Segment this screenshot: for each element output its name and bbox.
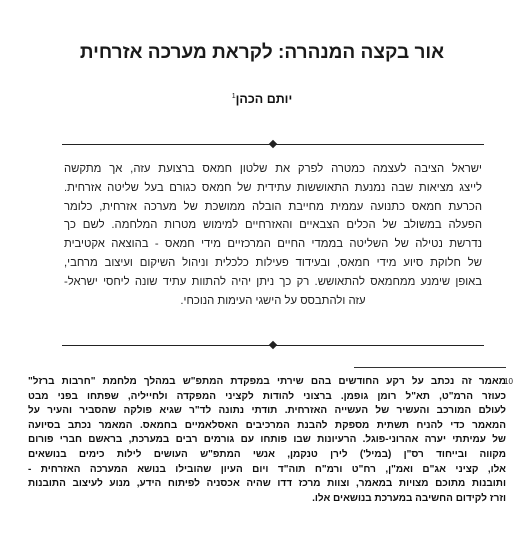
- article-title: אור בקצה המנהרה: לקראת מערכה אזרחית: [79, 42, 445, 63]
- footnote-line: של עמיתתי יערה אהרוני-פוגל. הרעיונות שבו פותחו עם גורמים רבים במערכת, בראשם חברי פורום: [28, 434, 506, 446]
- footnote: [28, 375, 506, 506]
- footnote-separator: [354, 367, 506, 368]
- footnote-line: אלו, קציני אג"ם ואמ"ן, רח"ט ורמ"ח תוה"ד ויום העיון שהובילו בנושא המערכה האזרחית -: [28, 463, 506, 475]
- footnote-line: לעולם המורכב והעשיר של העשייה האזרחית. תודתי נתונה לד"ר שגיא פולקה שהסביר והעיר על: [28, 405, 506, 417]
- top-diamond-ornament: [269, 140, 277, 148]
- abstract-line: ישראל הציבה לעצמה כמטרה לפרק את שלטון חמאס ברצועת עזה, אך מתקשה: [64, 163, 482, 175]
- footnote-line: כעוזר הרמ"ט, תא"ל רומן גופמן. ברצוני להודות לקציני המפקדה ולחייליה, שפתחו בפני מבט: [28, 390, 506, 402]
- author-name-text: יותם הכהן: [235, 92, 293, 106]
- abstract-line: עזה ולהתבסס על הישגי העימות הנוכחי.: [180, 294, 366, 307]
- abstract-line: של חלוקת סיוע מידי חמאס, ובעידוד פעילות כלכלית וניהול השיקום ועיצוב מרחבי,: [64, 256, 482, 269]
- abstract-line: הפעלה במשולב של הכלים הצבאיים והאזרחיים למימוש מטרות המלחמה. לשם כך: [64, 219, 482, 232]
- footnote-line: מאמר זה נכתב על רקע החודשים בהם שירתי במפקדת המתפ"ש במהלך מלחמת "חרבות ברזל": [28, 376, 506, 387]
- bottom-diamond-ornament: [269, 341, 277, 349]
- footnote-line: ותובנות מתוכם מצויות במאמר, וצוות מרכז דדו שהיה אכסניה לפיתוח הידע, מנוע לעיצוב התובנות: [28, 478, 506, 490]
- author-note-mark: 1: [231, 92, 236, 100]
- footnote-number: 10: [504, 377, 513, 386]
- abstract-line: באופן שימנע ממחמאס להתאושש. רק כך ניתן יהיה להתוות עתיד שונה ליחסי ישראל-: [64, 275, 482, 288]
- abstract-line: הכרעת חמאס כתנועה עממית מחייבת הובלה ממושכת של מערכה אזרחית, כלומר: [64, 200, 482, 213]
- author-name: [20, 92, 504, 106]
- footnote-line: וזרז לקידום החשיבה במערכת בנושאים אלו.: [312, 492, 506, 504]
- footnote-line: המאמר כדי להניח תשתית מספקת להבנת המרכיבים האסלאמיים בחמאס. המאמר נכתב בסיועה: [28, 419, 506, 431]
- abstract-line: לייצג מציאות שבה נמנעת התאוששות עתידית של חמאס כגורם בעל שליטה אזרחית.: [64, 181, 482, 194]
- footnote-line: מקווה ובייחוד רס"ן (במיל') לירן טנקמן, אנשי המתפ"ש העושים לילות כימים בנושאים: [28, 448, 506, 460]
- abstract-line: נדרשת נטילה של השליטה בממדי החיים המרכזיים מידי חמאס - בהוצאה אקטיבית: [64, 238, 482, 251]
- abstract: [64, 160, 482, 310]
